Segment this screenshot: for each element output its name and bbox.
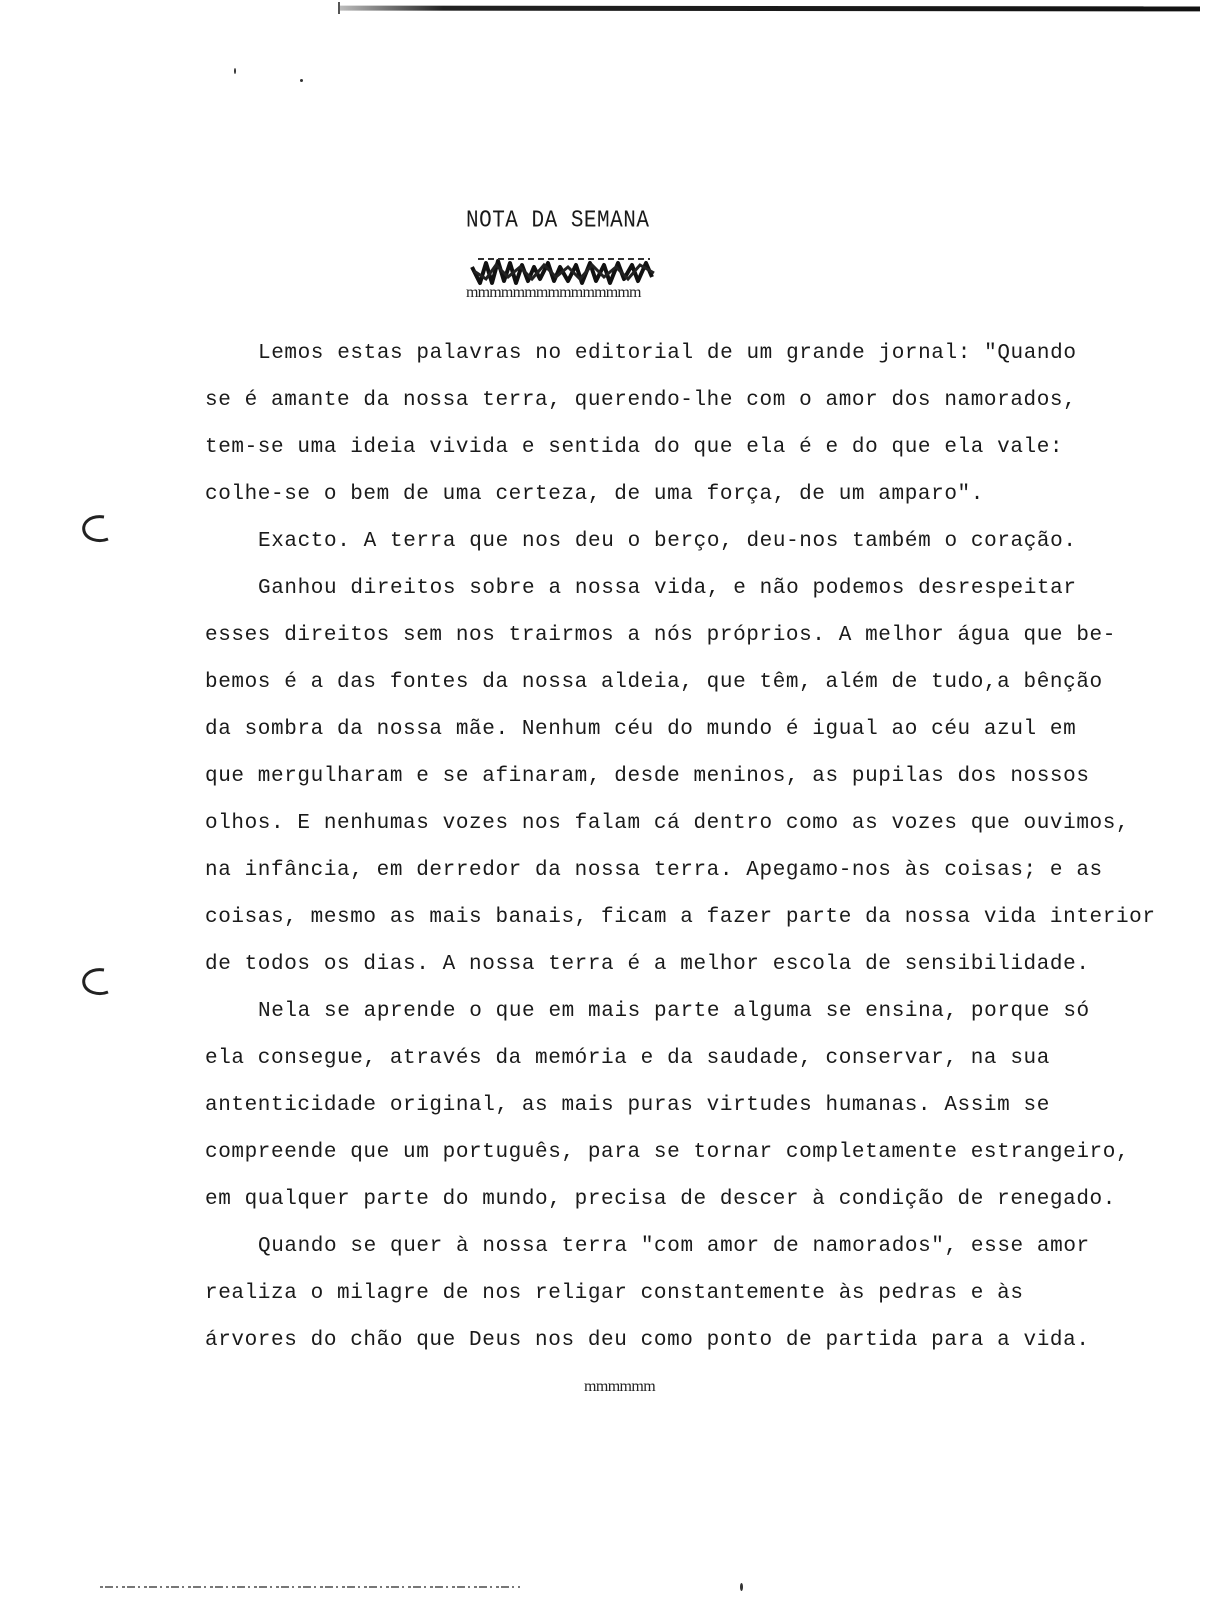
text-line: árvores do chão que Deus nos deu como ponto de partida para a vida.	[205, 1329, 1090, 1352]
text-line: de todos os dias. A nossa terra é a melhor escola de sensibilidade.	[205, 953, 1090, 976]
scan-speck	[300, 79, 303, 82]
text-line: se é amante da nossa terra, querendo-lhe com o amor dos namorados,	[205, 389, 1077, 412]
text-line: ela consegue, através da memória e da saudade, conservar, na sua	[205, 1047, 1050, 1070]
paragraph-4	[205, 1223, 1205, 1364]
paragraph-3	[205, 988, 1205, 1223]
punch-hole-icon	[78, 966, 112, 998]
text-line: da sombra da nossa mãe. Nenhum céu do mundo é igual ao céu azul em	[205, 718, 1077, 741]
text-line: tem-se uma ideia vivida e sentida do que ela é e do que ela vale:	[205, 436, 1064, 459]
text-line: Quando se quer à nossa terra "com amor de namorados", esse amor	[258, 1235, 1090, 1258]
punch-hole-icon	[78, 513, 112, 545]
text-line: compreende que um português, para se tornar completamente estrangeiro,	[205, 1141, 1130, 1164]
body-text	[205, 330, 1205, 1364]
text-line: Lemos estas palavras no editorial de um grande jornal: "Quando	[258, 342, 1077, 365]
text-line: olhos. E nenhumas vozes nos falam cá dentro como as vozes que ouvimos,	[205, 812, 1130, 835]
paragraph-2	[205, 518, 1205, 988]
text-line: em qualquer parte do mundo, precisa de descer à condição de renegado.	[205, 1188, 1116, 1211]
paragraph-1	[205, 330, 1205, 518]
text-line: bemos é a das fontes da nossa aldeia, que têm, além de tudo,a bênção	[205, 671, 1103, 694]
text-line: antenticidade original, as mais puras virtudes humanas. Assim se	[205, 1094, 1050, 1117]
document-title: NOTA DA SEMANA	[466, 208, 650, 235]
text-line: Ganhou direitos sobre a nossa vida, e não podemos desrespeitar	[258, 577, 1077, 600]
scan-speck	[740, 1583, 743, 1591]
subtitle-underline: mmmmmmmmmmmmmmm	[466, 284, 641, 301]
text-line: colhe-se o bem de uma certeza, de uma força, de um amparo".	[205, 483, 984, 506]
top-rule	[340, 6, 1200, 12]
scan-speck	[234, 68, 236, 74]
text-line: realiza o milagre de nos religar constantemente às pedras e às	[205, 1282, 1024, 1305]
bottom-scan-edge	[100, 1585, 520, 1589]
text-line: Exacto. A terra que nos deu o berço, deu-nos também o coração.	[258, 530, 1077, 553]
text-line: que mergulharam e se afinaram, desde meninos, as pupilas dos nossos	[205, 765, 1090, 788]
text-line: Nela se aprende o que em mais parte alguma se ensina, porque só	[258, 1000, 1090, 1023]
end-mark: mmmmmm	[584, 1378, 656, 1395]
text-line: na infância, em derredor da nossa terra. Apegamo-nos às coisas; e as	[205, 859, 1103, 882]
text-line: coisas, mesmo as mais banais, ficam a fazer parte da nossa vida interior	[205, 906, 1156, 929]
text-line: esses direitos sem nos trairmos a nós próprios. A melhor água que be-	[205, 624, 1116, 647]
